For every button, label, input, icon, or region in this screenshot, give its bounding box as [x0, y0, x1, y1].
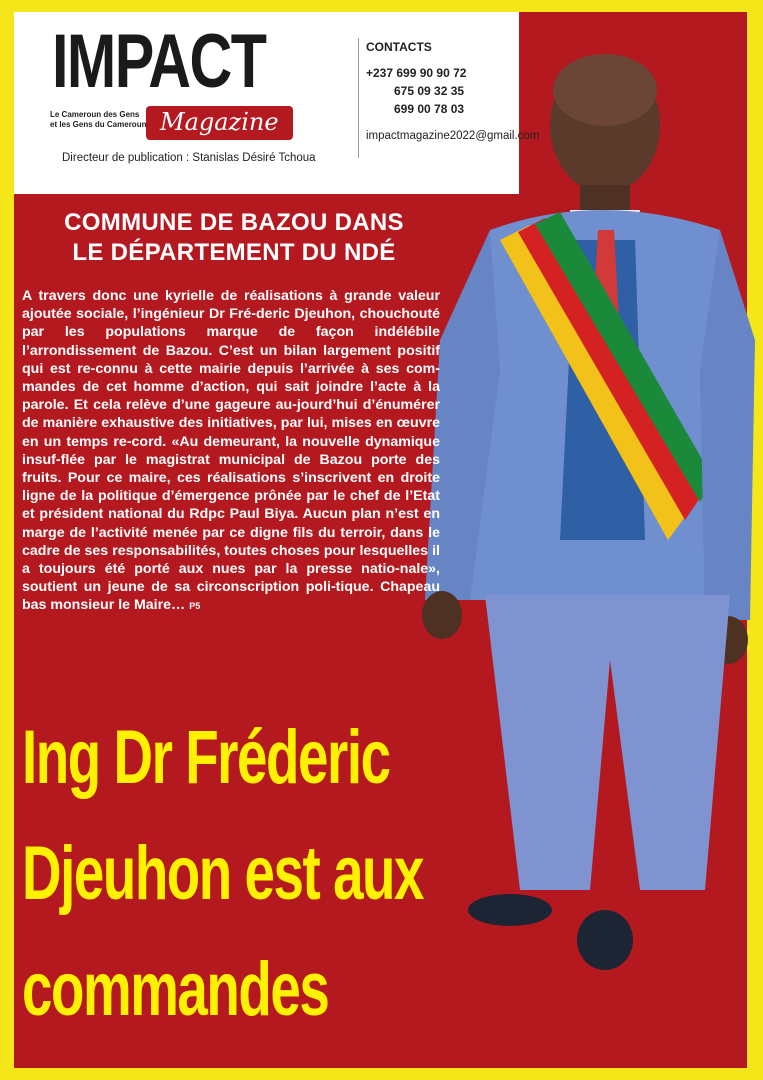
- masthead-divider: [358, 38, 359, 158]
- page-reference: P5: [189, 601, 201, 612]
- phone-number: 699 00 78 03: [394, 102, 465, 116]
- phone-number: 675 09 32 35: [394, 84, 465, 98]
- cover-headline: Ing Dr Fréderic Djeuhon est aux commandes: [22, 715, 424, 1032]
- publication-director: Directeur de publication : Stanislas Désiré Tchoua: [62, 152, 316, 164]
- magazine-badge: Magazine: [146, 106, 293, 140]
- contacts-phones: [366, 64, 466, 118]
- phone-number: +237 699 90 90 72: [366, 66, 467, 80]
- article-body: A travers donc une kyrielle de réalisations à grande valeur ajoutée sociale, l’ingénieur Dr Fré-deric Djeuhon, chouchouté par les populations marque de façon indélébile l’arrondissement de Bazou. C’est un bilan largement positif qui est re-connu à cette mairie depuis l’arrivée à ses com-mandes de cet homme d’action, qui sait joindre l’acte à la parole. Et cela relève d’une gageure au-jourd’hui d’énumérer de manière exhaustive des initiatives, par lui, mises en œuvre en un temps re-cord. «Au demeurant, la nouvelle dynamique insuf-flée par le magistrat municipal de Bazou porte des fruits. Pour ce maire, ces réalisations s’inscrivent en droite ligne de la politique d’émergence prônée par le chef de l’Etat et président national du Rdpc Paul Biya. Aucun plan n’est en marge de l’activité menée par ce digne fils du terroir, dans le cadre de ses responsabilités, toutes choses pour lesquelles il a toujours été porté aux nues par la presse natio-nale», soutient un jeune de sa circonscription poli-tique. Chapeau bas monsieur le Maire… P5: [22, 288, 440, 614]
- magazine-logo: IMPACT: [52, 19, 266, 104]
- article-kicker: COMMUNE DE BAZOU DANS LE DÉPARTEMENT DU NDÉ: [64, 209, 404, 266]
- contacts-heading: CONTACTS: [366, 40, 432, 54]
- masthead-tagline: Le Cameroun des Gens et les Gens du Cameroun: [50, 110, 147, 129]
- contact-email: impactmagazine2022@gmail.com: [366, 130, 540, 142]
- masthead: [14, 12, 540, 194]
